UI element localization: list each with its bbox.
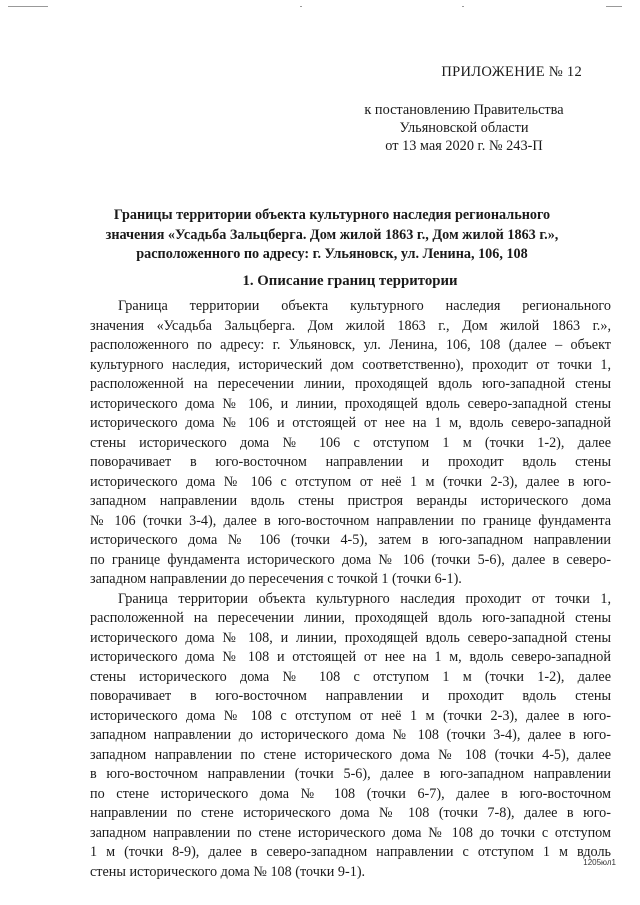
- decree-line: от 13 мая 2020 г. № 243-П: [385, 138, 543, 154]
- scan-artifact-line: [300, 6, 302, 7]
- text-line: исторического дома № 106, и линии, проходящей вдоль северо-западной стены: [90, 395, 611, 412]
- annex-label: ПРИЛОЖЕНИЕ № 12: [441, 64, 582, 80]
- text-line: западном направлении по стене исторического дома № 108 до точки с отступом: [90, 824, 611, 841]
- text-line: в юго-восточном направлении (точки 5-6), далее в юго-западном направлении: [90, 766, 611, 782]
- text-line: культурного наследия, исторический дом соответственно), проходит от точки 1,: [90, 356, 611, 373]
- title-line: Границы территории объекта культурного наследия регионального: [113, 207, 551, 223]
- text-line: 1 м (точки 8-9), далее в северо-западном направлении с отступом 1 м вдоль: [90, 844, 611, 860]
- scan-artifact-line: [606, 6, 622, 7]
- text-line: Граница территории объекта культурного наследия проходит от точки 1,: [118, 590, 611, 607]
- text-line: исторического дома № 108 с отступом от неё 1 м (точки 2-3), далее в юго-: [90, 707, 611, 724]
- text-line: стены исторического дома № 106 с отступом 1 м (точки 1-2), далее: [90, 434, 611, 451]
- text-line: западном направлении по стене исторического дома № 108 (точки 4-5), далее: [90, 746, 611, 763]
- text-line: по стене исторического дома № 108 (точки 6-7), далее в юго-восточном: [90, 785, 611, 802]
- text-line: стены исторического дома № 108 (точки 9-1).: [90, 863, 366, 880]
- scan-artifact-line: [462, 6, 464, 7]
- text-line: исторического дома № 106 с отступом от неё 1 м (точки 2-3), далее в юго-: [90, 473, 611, 490]
- text-line: западном направлении вдоль стены пристроя веранды исторического дома: [90, 493, 611, 509]
- text-line: расположенной на пересечении линии, проходящей вдоль юго-западной стены: [90, 610, 611, 626]
- decree-line: к постановлению Правительства: [364, 102, 564, 118]
- text-line: исторического дома № 106 (точки 4-5), затем в юго-западном направлении: [90, 532, 611, 548]
- text-line: по границе фундамента исторического дома № 106 (точки 5-6), далее в северо-: [90, 551, 611, 568]
- title-line: расположенного по адресу: г. Ульяновск, ул. Ленина, 106, 108: [136, 246, 528, 262]
- decree-line: Ульяновской области: [399, 120, 529, 136]
- footer-code: 1205юл1: [583, 858, 616, 867]
- text-line: стены исторического дома № 108 с отступом 1 м (точки 1-2), далее: [90, 668, 611, 685]
- text-line: расположенного по адресу: г. Ульяновск, ул. Ленина, 106, 108 (далее – объект: [90, 337, 611, 353]
- text-line: № 106 (точки 3-4), далее в юго-восточном направлении по границе фундамента: [90, 512, 611, 529]
- text-line: значения «Усадьба Зальцберга. Дом жилой 1863 г., Дом жилой 1863 г.»,: [90, 317, 611, 334]
- text-line: поворачивает в юго-восточном направлении и проходит вдоль стены: [90, 454, 611, 470]
- document-title: [96, 206, 568, 265]
- text-line: исторического дома № 108 и отстоящей от нее на 1 м, вдоль северо-западной: [90, 649, 611, 665]
- text-line: Граница территории объекта культурного наследия регионального: [118, 298, 611, 314]
- paragraph-2: [90, 590, 611, 883]
- scan-artifact-line: [8, 6, 48, 7]
- title-line: значения «Усадьба Зальцберга. Дом жилой 1863 г., Дом жилой 1863 г.»,: [105, 226, 559, 243]
- text-line: западном направлении до пересечения с точкой 1 (точки 6-1).: [90, 571, 462, 587]
- paragraph-1: [90, 297, 611, 590]
- text-line: исторического дома № 108, и линии, проходящей вдоль северо-западной стены: [90, 629, 611, 646]
- decree-reference: [334, 101, 594, 155]
- text-line: расположенной на пересечении линии, проходящей вдоль юго-западной стены: [90, 376, 611, 392]
- text-line: поворачивает в юго-восточном направлении и проходит вдоль стены: [90, 688, 611, 704]
- section-heading: 1. Описание границ территории: [242, 273, 458, 289]
- text-line: западном направлении до исторического дома № 108 (точки 3-4), далее в юго-: [90, 727, 611, 743]
- text-line: направлении по стене исторического дома № 108 (точки 7-8), далее в юго-: [90, 805, 611, 821]
- document-body: [90, 297, 611, 882]
- text-line: исторического дома № 106 и отстоящей от нее на 1 м, вдоль северо-западной: [90, 415, 611, 431]
